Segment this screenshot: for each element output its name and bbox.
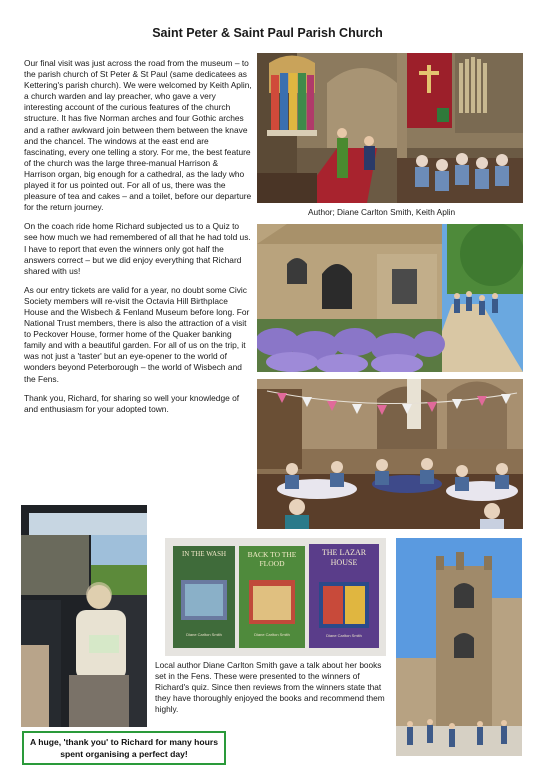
page-title: Saint Peter & Saint Paul Parish Church: [152, 26, 383, 40]
book-title-2: BACK TO THE FLOOD: [247, 550, 297, 568]
paragraph-visit: Our final visit was just across the road from the museum – to the parish church of St Peter & St Paul (same dedicatees as Kettering's parish church). We were welcomed by Keith Aplin, a church warden and lay preacher, who gave a very interesting account of the curious features of the church structure. It has five Norman arches and four Gothic arches and a rather awkward join between them between the knave and the chancel. The windows at the east end are fascinating, every one telling a story. For me, the best feature of the church was the large three-manual Harrison & Harrison organ, big enough for a cathedral, as the lady who played it for us pointed out. For all of us, there was the pleasure of tea and cakes – and a toilet, before our departure for the return journey.: [24, 58, 252, 213]
books-caption: Local author Diane Carlton Smith gave a talk about her books set in the Fens. These were presented to the winners of Richard's quiz. Since then reviews from the winners state that they have thoroughly enjoyed the books and recommend them highly.: [155, 660, 385, 714]
thank-you-text: A huge, 'thank you' to Richard for many hours spent organising a perfect day!: [29, 737, 219, 759]
book-author-2: Diane Carlton Smith: [254, 632, 290, 637]
book-title-3: THE LAZAR HOUSE: [321, 548, 367, 567]
paragraph-thanks: Thank you, Richard, for sharing so well your knowledge of and enthusiasm for your adopted town.: [24, 392, 240, 414]
church-tower-photo: [396, 538, 522, 756]
coach-interior-photo: [21, 505, 147, 727]
paragraph-quiz: On the coach ride home Richard subjected us to a Quiz to see how much we had remembered of all that he had told us. I have to report that even the winners only got half the answers correct – but we did enjoy everything that Richard shared with us!: [24, 221, 251, 276]
book-author-3: Diane Carlton Smith: [326, 633, 362, 638]
book-author-1: Diane Carlton Smith: [186, 632, 222, 637]
church-interior-photo: [257, 53, 523, 203]
books-photo: [165, 538, 386, 656]
thank-you-callout: [22, 731, 226, 765]
interior-photo-caption: Author; Diane Carlton Smith, Keith Aplin: [308, 207, 456, 217]
paragraph-tickets: As our entry tickets are valid for a year, no doubt some Civic Society members will re-visit the Octavia Hill Birthplace House and the Wisbech & Fenland Museum before long. For National Trust members, there is also the attraction of a visit to Peckover House, former home of the Quaker banking family and with a beautiful garden. For all of us on the trip, it was not just a 'taster' but an eye-opener to the world of wonders beyond Peterborough – the world of Wisbech and the Fens.: [24, 284, 250, 384]
church-exterior-photo: [257, 224, 523, 372]
article-body: [24, 58, 252, 423]
book-title-1: IN THE WASH: [181, 550, 227, 558]
tea-room-photo: [257, 379, 523, 529]
